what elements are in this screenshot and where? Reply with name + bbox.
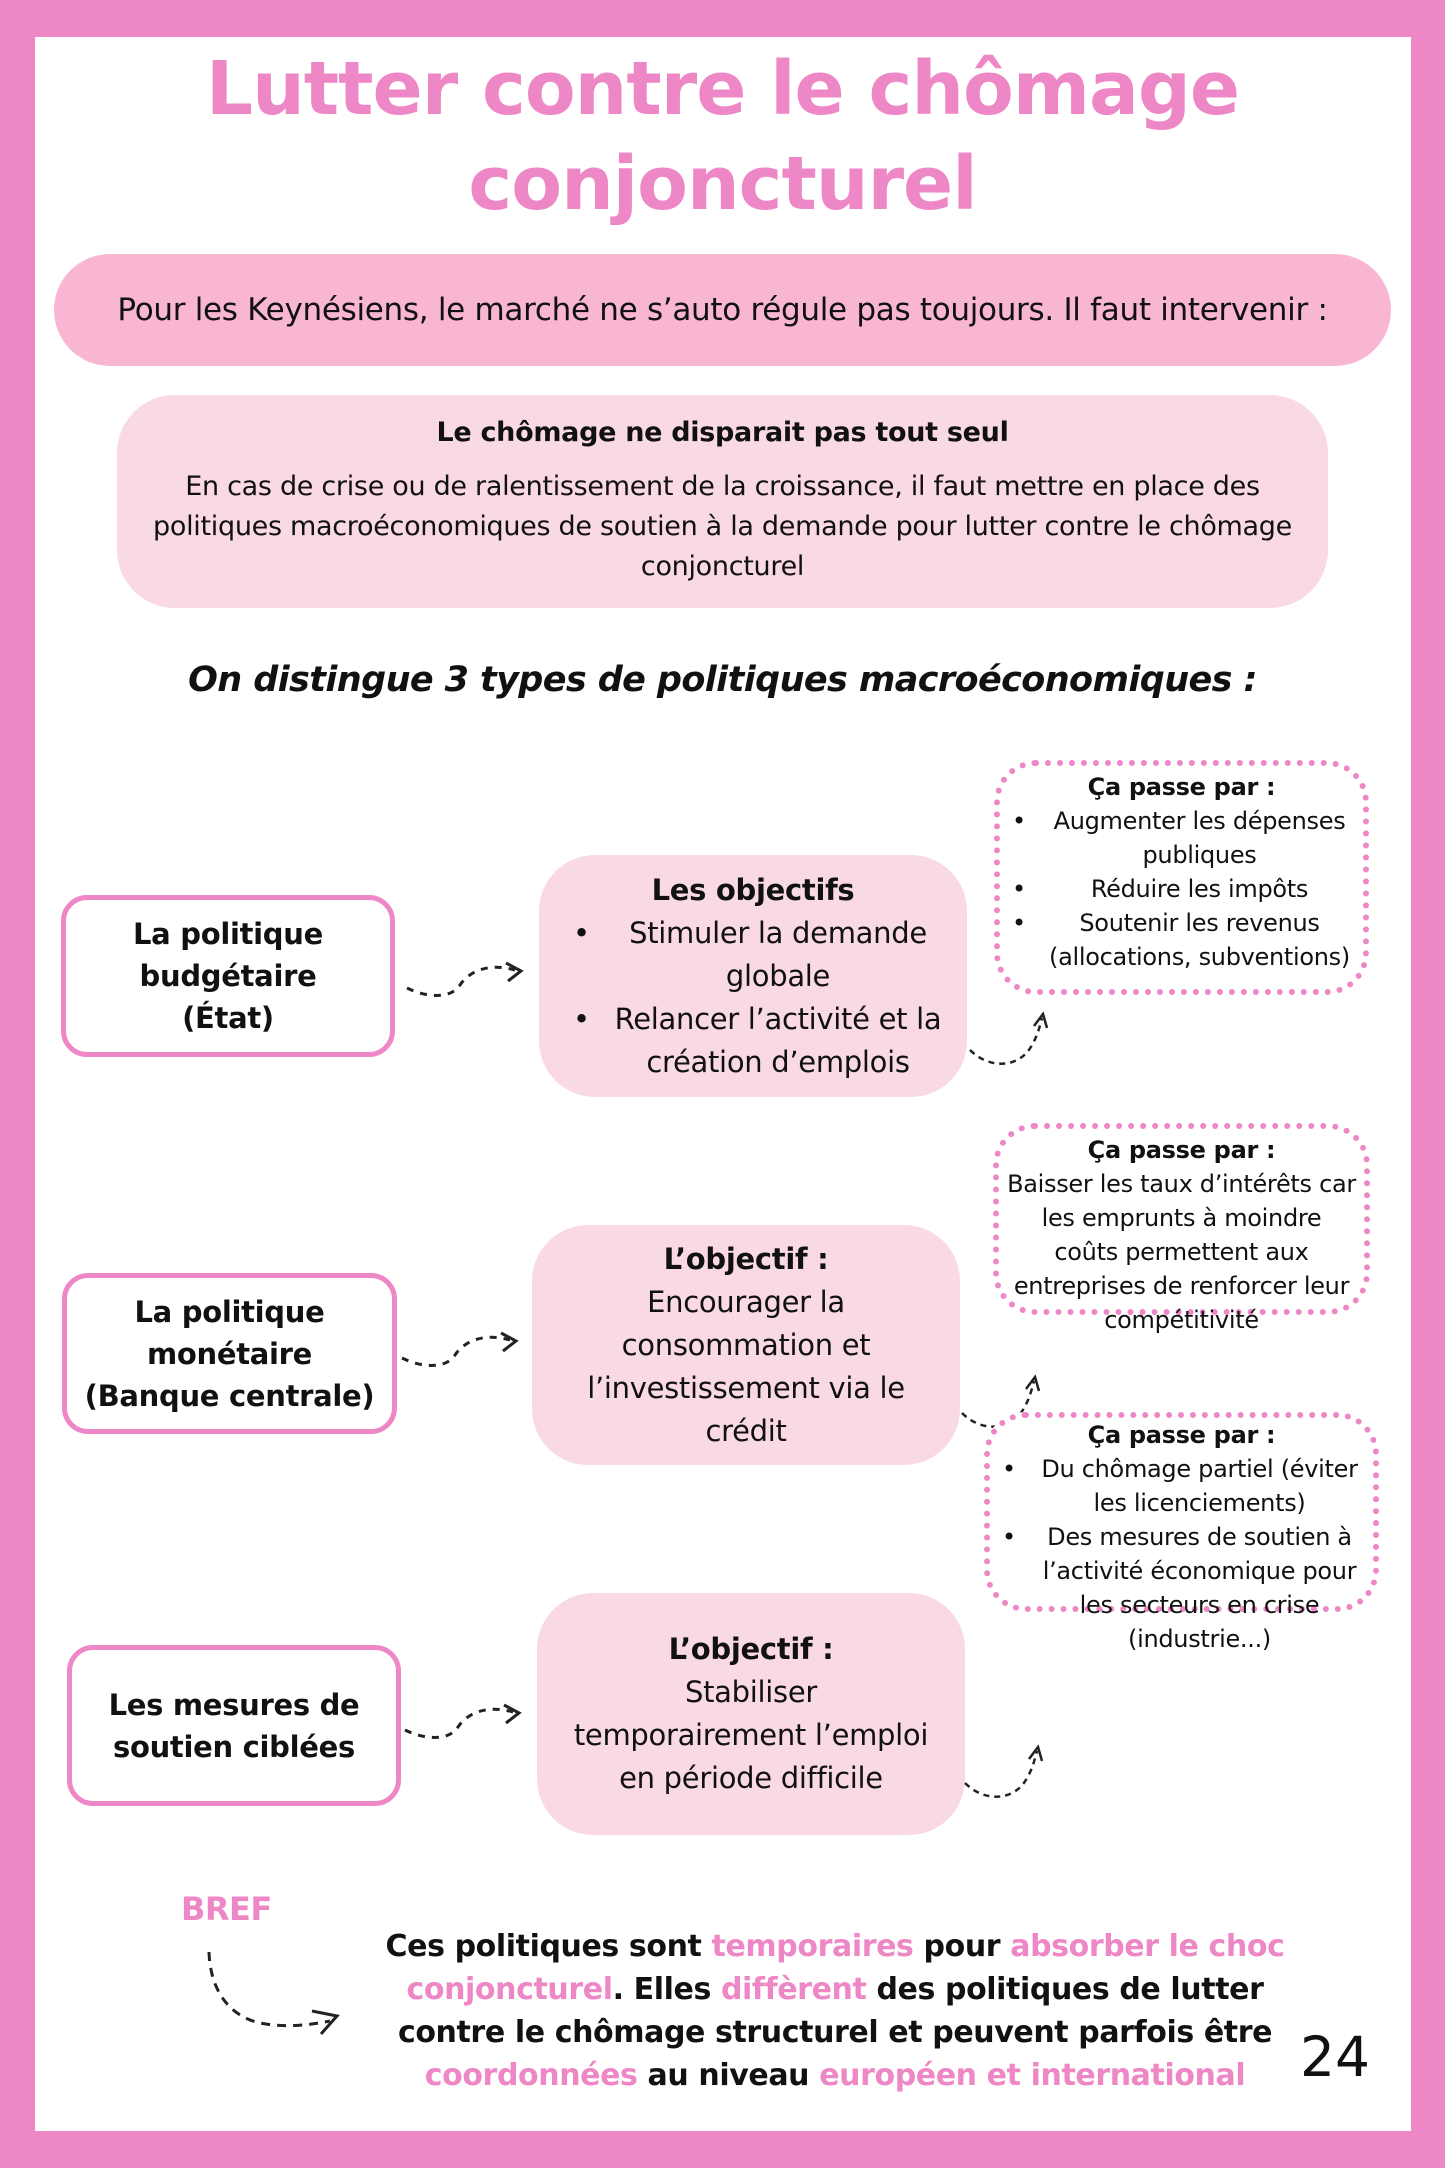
bullet-icon: • [573,1001,590,1036]
banner-text: Pour les Keynésiens, le marché ne s’auto régule pas toujours. Il faut intervenir : [117,292,1328,328]
summary-highlight: européen et international [819,2058,1246,2093]
objective-list [561,912,945,1084]
means-box-monetary [993,1123,1370,1334]
bullet-icon: • [573,915,590,950]
section-heading: On distingue 3 types de politiques macroéconomiques : [188,660,1257,700]
policy-name-line: soutien ciblées [113,1729,355,1764]
curved-arrow-icon [200,1945,350,2045]
summary-highlight: coordonnées [424,2058,638,2093]
list-item: • Réduire les impôts [1008,872,1355,906]
objective-heading: Les objectifs [651,872,855,907]
page-title [0,42,1445,232]
policy-name-line: monétaire [146,1336,313,1371]
summary-highlight: temporaires [711,1929,914,1964]
policy-name-line: Les mesures de [108,1687,360,1722]
objective-text: Encourager la consommation et l’investissement via le crédit [587,1284,905,1448]
arrow-icon [405,955,535,1005]
summary-highlight: absorber le choc conjoncturel [406,1929,1285,2007]
policy-name-line: (Banque centrale) [84,1378,375,1413]
means-box-budgetary [994,760,1369,995]
intro-box [117,395,1328,608]
objective-text: Stabiliser temporairement l’emploi en période difficile [573,1675,929,1795]
summary-text [370,1925,1300,2097]
list-item: • Du chômage partiel (éviter les licenciements) [998,1452,1365,1520]
intro-body: En cas de crise ou de ralentissement de la croissance, il faut mettre en place des politiques macroéconomiques de soutien à la demande pour lutter contre le chômage conjoncturel [153,471,1292,582]
title-line-1: Lutter contre le chômage [205,46,1240,132]
arrow-icon [965,1745,1065,1825]
policy-box-monetary [62,1273,397,1434]
keynesian-banner [54,254,1391,366]
list-item: • Relancer l’activité et la création d’emplois [561,998,945,1084]
policy-name-line: budgétaire [139,959,317,993]
summary-segment: pour [913,1929,1011,1964]
summary-highlight: diffèrent [720,1972,867,2007]
list-item: • Augmenter les dépenses publiques [1008,804,1355,872]
list-item: • Des mesures de soutien à l’activité économique pour les secteurs en crise (industrie...) [998,1520,1365,1656]
means-list [1008,804,1355,974]
objective-box-targeted [537,1593,965,1835]
policy-name-line: (État) [182,1001,274,1035]
means-box-targeted [984,1412,1379,1653]
means-text: Baisser les taux d’intérêts car les emprunts à moindre coûts permettent aux entreprises de renforcer leur compétitivité [1007,1170,1356,1334]
list-item: • Soutenir les revenus (allocations, subventions) [1008,906,1355,974]
bullet-icon: • [1012,909,1026,937]
bullet-icon: • [1002,1455,1016,1483]
bullet-icon: • [1012,807,1026,835]
objective-heading: L’objectif : [668,1632,834,1666]
arrow-icon [403,1697,533,1747]
policy-box-targeted [67,1645,401,1806]
summary-segment: au niveau [637,2058,820,2093]
title-line-2: conjoncturel [468,141,977,227]
means-heading: Ça passe par : [1087,1136,1276,1164]
list-item: • Stimuler la demande globale [561,912,945,998]
policy-name-line: La politique [134,1294,325,1329]
summary-segment: Ces politiques sont [385,1929,712,1964]
objective-box-monetary [532,1225,960,1465]
policy-name-line: La politique [133,917,323,951]
bullet-icon: • [1002,1523,1016,1551]
means-list [998,1452,1365,1656]
means-heading: Ça passe par : [1087,1421,1276,1449]
bullet-icon: • [1012,875,1026,903]
means-heading: Ça passe par : [1087,773,1276,801]
intro-heading: Le chômage ne disparait pas tout seul [436,417,1009,448]
objective-heading: L’objectif : [663,1241,829,1276]
objective-box-budgetary [539,855,967,1097]
policy-box-budgetary [61,895,395,1057]
arrow-icon [400,1325,530,1375]
arrow-icon [970,1010,1070,1090]
summary-segment: des politiques de lutter contre le chômage structurel et peuvent parfois être [397,1972,1273,2050]
summary-label: BREF [181,1890,272,1928]
page-number: 24 [1300,2025,1370,2089]
summary-segment: . Elles [612,1972,721,2007]
